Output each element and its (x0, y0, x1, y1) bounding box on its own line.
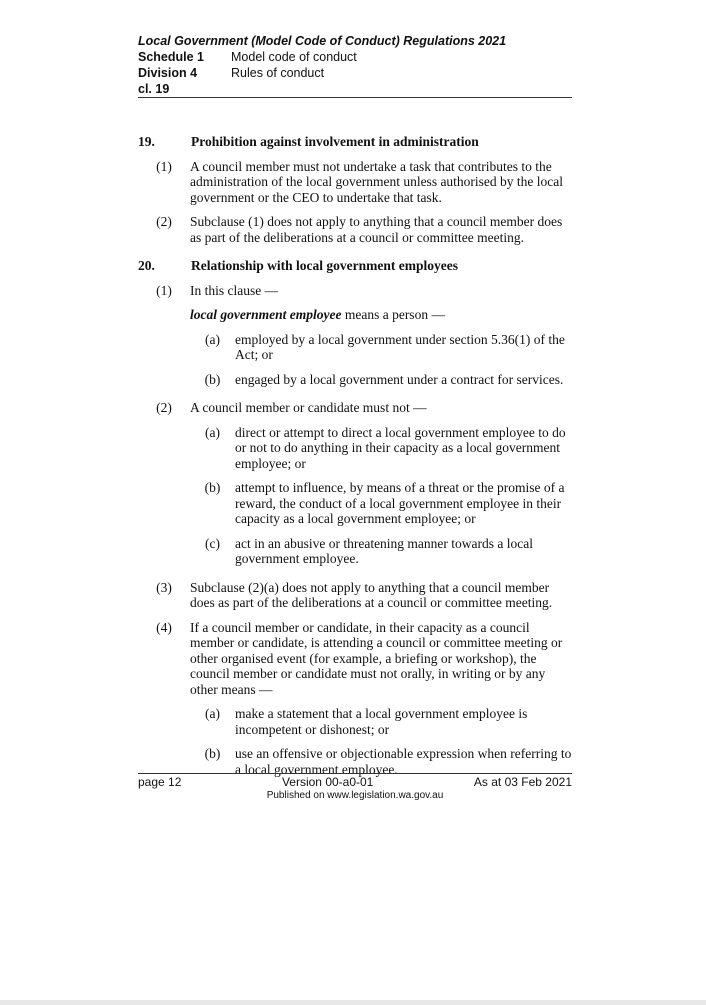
header-schedule-row (138, 49, 572, 65)
clause-20-heading (138, 258, 572, 274)
paragraph-number: (a) (205, 331, 220, 347)
subclause (138, 400, 572, 567)
paragraph (190, 425, 572, 472)
document-body (138, 134, 572, 786)
paragraph-number: (b) (204, 371, 221, 387)
paragraph-text: attempt to influence, by means of a threat or the promise of a reward, the conduct of a local government employee in their capacity as a local government employee; or (235, 480, 565, 526)
subclause-text: Subclause (1) does not apply to anything that a council member does as part of the deliberations at a council or committee meeting. (190, 214, 563, 245)
clause-19-heading (138, 134, 572, 150)
header-division-value: Rules of conduct (231, 66, 325, 80)
published-note: Published on www.legislation.wa.gov.au (266, 790, 444, 801)
paragraph-number: (b) (204, 480, 221, 495)
header-schedule-key: Schedule 1 (138, 50, 204, 64)
paragraph-number: (c) (205, 535, 220, 551)
footer-divider (138, 773, 572, 774)
version-label: Version 00-a0-01 (281, 775, 374, 789)
regulation-title: Local Government (Model Code of Conduct) Regulations 2021 (138, 34, 507, 48)
clause-title: Prohibition against involvement in administration (191, 134, 479, 149)
definition (190, 307, 572, 323)
subclause (138, 214, 572, 245)
header-clause-row (138, 81, 572, 97)
paragraph-text: engaged by a local government under a contract for services. (235, 371, 564, 387)
subclause-text: If a council member or candidate, in their capacity as a council member or candidate, is attending a council or committee meeting or other organised event (for example, a briefing or workshop), the council member or candidate must not orally, in writing or by any other means — (190, 619, 563, 697)
subclause-text: A council member must not undertake a task that contributes to the administration of the local government unless authorised by the local government or the CEO to undertake that task. (190, 158, 564, 205)
paragraph (190, 536, 572, 567)
subclause-text: In this clause — (190, 282, 279, 298)
clause-number: 20. (138, 258, 155, 273)
running-header (138, 33, 572, 97)
subclause (138, 620, 572, 778)
subclause-number: (2) (156, 400, 172, 415)
header-clause-key: cl. 19 (138, 82, 170, 96)
header-division-key: Division 4 (138, 66, 198, 80)
clause-title: Relationship with local government employees (191, 258, 458, 273)
subclause-text: A council member or candidate must not — (190, 400, 427, 415)
subclause-number: (1) (156, 282, 172, 298)
subclause (138, 159, 572, 206)
subclause-number: (4) (156, 619, 172, 635)
paragraph-text: make a statement that a local government employee is incompetent or dishonest; or (235, 706, 528, 737)
paragraph-number: (a) (205, 424, 220, 440)
header-schedule-value: Model code of conduct (231, 50, 357, 64)
paragraph-text: direct or attempt to direct a local government employee to do or not to do anything in their capacity as a local government employee; or (235, 424, 566, 471)
paragraph (190, 372, 572, 388)
subclause (138, 580, 572, 611)
header-divider (138, 97, 572, 98)
viewer-bottom-strip (0, 1000, 706, 1005)
subclause-number: (2) (156, 214, 172, 229)
paragraph-number: (b) (204, 746, 221, 761)
subclause-text: Subclause (2)(a) does not apply to anything that a council member does as part of the deliberations at a council or committee meeting. (190, 579, 553, 610)
page-footer (138, 775, 572, 802)
paragraph (190, 332, 572, 363)
paragraph-text: use an offensive or objectionable expression when referring to a local government employee. (235, 746, 572, 777)
paragraph-text: act in an abusive or threatening manner towards a local government employee. (235, 535, 534, 566)
subclause-number: (1) (156, 158, 172, 174)
page-number: page 12 (138, 775, 182, 789)
clause-number: 19. (138, 134, 155, 149)
subclause (138, 283, 572, 388)
as-at-date: As at 03 Feb 2021 (473, 775, 572, 789)
paragraph (190, 706, 572, 737)
subclause-number: (3) (156, 579, 172, 595)
paragraph (190, 480, 572, 527)
paragraph-number: (a) (205, 706, 220, 721)
paragraph-text: employed by a local government under section 5.36(1) of the Act; or (235, 331, 565, 362)
header-division-row (138, 65, 572, 81)
defined-term: local government employee (190, 307, 342, 322)
definition-text: means a person — (341, 307, 445, 322)
